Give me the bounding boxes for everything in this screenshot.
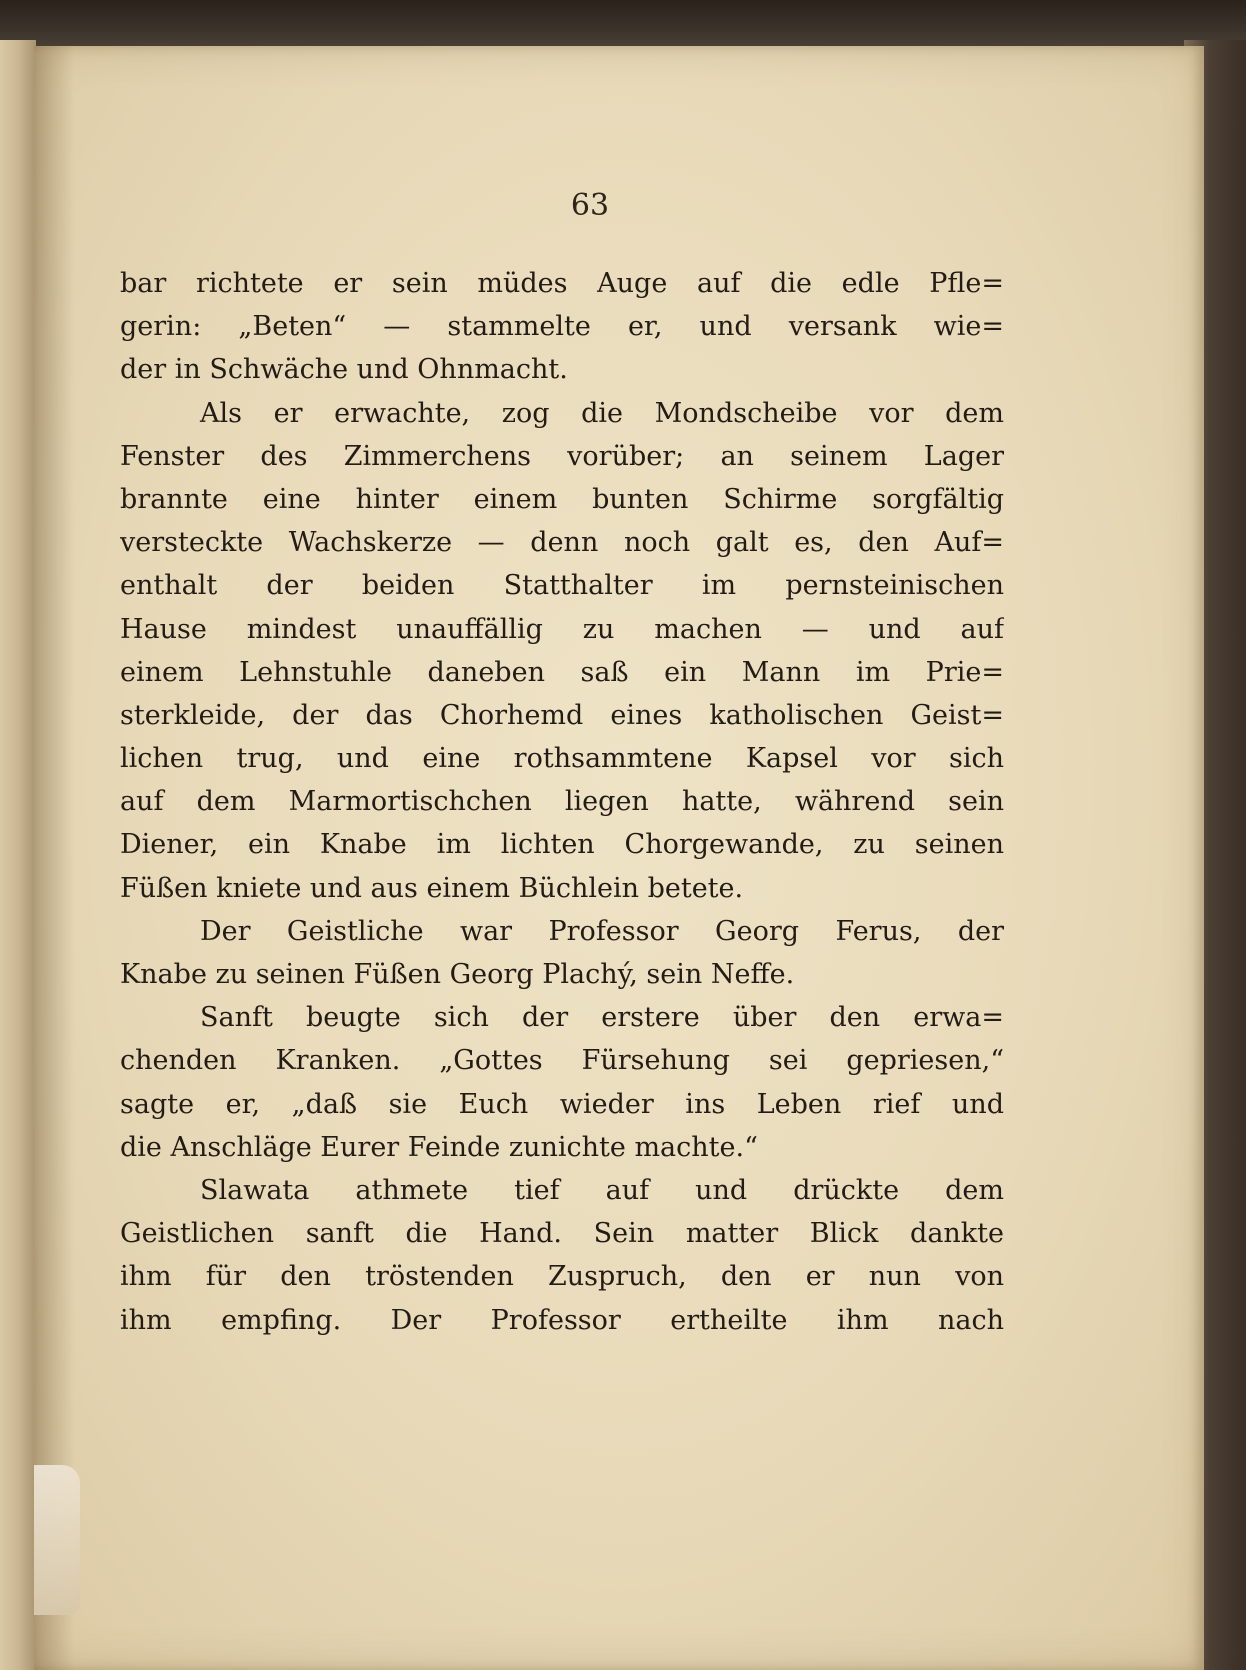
text-line: brannte eine hinter einem bunten Schirme sorgfältig — [120, 483, 1004, 515]
text-line: sterkleide, der das Chorhemd eines katholischen Geist= — [120, 699, 1004, 731]
text-line: Fenster des Zimmerchens vorüber; an seinem Lager — [120, 440, 1004, 472]
text-line: gerin: „Beten“ — stammelte er, und versank wie= — [120, 311, 1004, 343]
text-line: bar richtete er sein müdes Auge auf die edle Pfle= — [120, 268, 1004, 299]
text-line: Geistlichen sanft die Hand. Sein matter Blick dankte — [120, 1218, 1004, 1250]
body-text — [120, 262, 1004, 1342]
left-page-edge — [0, 40, 36, 1670]
text-line: Füßen kniete und aus einem Büchlein betete. — [120, 872, 744, 904]
text-line: Hause mindest unauffällig zu machen — und auf — [120, 613, 1004, 645]
text-line: auf dem Marmortischchen liegen hatte, während sein — [120, 786, 1004, 818]
text-line: Knabe zu seinen Füßen Georg Plachý, sein Neffe. — [120, 959, 795, 990]
text-line: die Anschläge Eurer Feinde zunichte machte.“ — [120, 1131, 758, 1163]
page-number: 63 — [570, 188, 610, 223]
text-line: enthalt der beiden Statthalter im pernsteinischen — [120, 570, 1004, 602]
text-line: Sanft beugte sich der erstere über den erwa= — [200, 1002, 1004, 1034]
text-line: einem Lehnstuhle daneben saß ein Mann im Prie= — [120, 656, 1004, 688]
text-line: Diener, ein Knabe im lichten Chorgewande, zu seinen — [120, 829, 1004, 861]
text-line: ihm empfing. Der Professor ertheilte ihm nach — [120, 1304, 1004, 1336]
text-line: Slawata athmete tief auf und drückte dem — [200, 1174, 1004, 1206]
book-page — [34, 46, 1204, 1670]
text-line: lichen trug, und eine rothsammtene Kapsel vor sich — [120, 743, 1004, 775]
text-line: sagte er, „daß sie Euch wieder ins Leben rief und — [120, 1088, 1004, 1120]
book-top-edge — [0, 0, 1246, 48]
text-line: chenden Kranken. „Gottes Fürsehung sei gepriesen,“ — [120, 1045, 1004, 1077]
page-gutter-shadow — [34, 46, 74, 1670]
text-line: Der Geistliche war Professor Georg Ferus, der — [200, 915, 1004, 947]
text-line: ihm für den tröstenden Zuspruch, den er nun von — [120, 1261, 1004, 1293]
text-line: versteckte Wachskerze — denn noch galt es, den Auf= — [120, 527, 1004, 559]
torn-page-corner — [34, 1465, 80, 1615]
text-line: Als er erwachte, zog die Mondscheibe vor dem — [200, 397, 1004, 429]
text-line: der in Schwäche und Ohnmacht. — [120, 354, 568, 386]
